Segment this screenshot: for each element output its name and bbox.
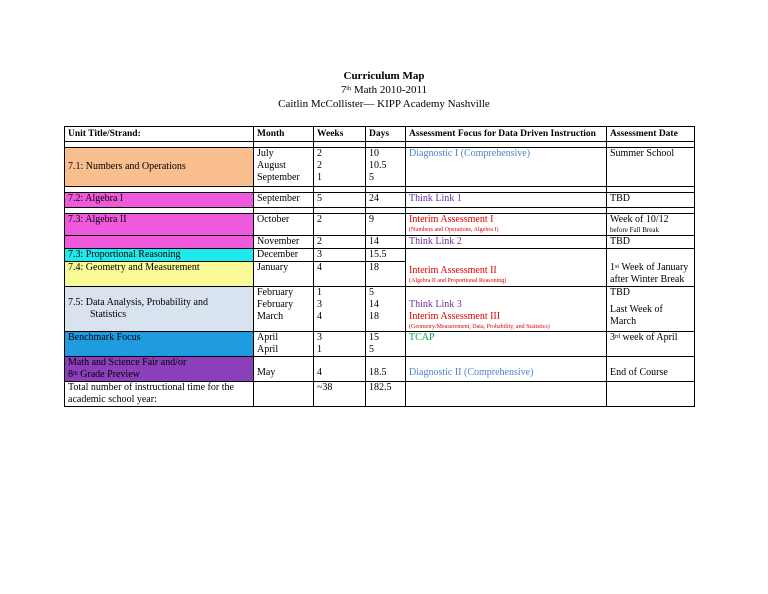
- weeks-value: 1: [317, 343, 322, 355]
- focus-cell: [406, 214, 607, 236]
- date-number: 1: [610, 261, 615, 273]
- month-value: September: [257, 172, 300, 183]
- days-value: 15: [369, 331, 379, 343]
- date-number: 3: [610, 331, 615, 343]
- total-row: [65, 381, 695, 406]
- weeks-value: 3: [317, 298, 322, 310]
- unit-number: 8: [68, 368, 73, 380]
- unit-cell: Benchmark Focus: [65, 331, 254, 356]
- date-superscript: st: [615, 263, 620, 270]
- weeks-cell: 4: [314, 356, 366, 381]
- weeks-cell: 3: [314, 249, 366, 262]
- unit-cell: [65, 356, 254, 381]
- table-row: [65, 236, 695, 249]
- date-value: TBD: [610, 286, 630, 298]
- days-value: 5: [369, 172, 374, 183]
- total-label: Total number of instructional time for the academic school year:: [65, 381, 254, 406]
- focus-cell: [406, 262, 607, 287]
- focus-cell: Diagnostic II (Comprehensive): [406, 356, 607, 381]
- table-row: [65, 331, 695, 356]
- weeks-cell: 2: [314, 214, 366, 236]
- unit-superscript: th: [73, 370, 78, 377]
- month-value: August: [257, 160, 286, 171]
- focus-note: (Numbers and Operations, Algebra I): [409, 227, 499, 233]
- weeks-value: 1: [317, 286, 322, 298]
- unit-line-2: [68, 369, 250, 381]
- days-cell: [366, 286, 406, 331]
- unit-cell: [65, 286, 254, 331]
- weeks-value: 2: [317, 148, 322, 159]
- weeks-cell: 4: [314, 262, 366, 287]
- table-row: [65, 193, 695, 208]
- subject-year: Math 2010-2011: [351, 84, 428, 96]
- document-title: Curriculum Map: [343, 70, 425, 82]
- month-cell: November: [254, 236, 314, 249]
- col-header-days: Days: [366, 127, 406, 142]
- date-value: Last Week of: [610, 303, 663, 315]
- date-cell: End of Course: [607, 356, 695, 381]
- focus-title: Think Link 3: [409, 298, 462, 310]
- unit-cell: 7.2: Algebra I: [65, 193, 254, 208]
- month-value: February: [257, 286, 294, 298]
- focus-note: (Algebra II and Proportional Reasoning): [409, 277, 507, 284]
- col-header-weeks: Weeks: [314, 127, 366, 142]
- weeks-cell: [314, 331, 366, 356]
- table-row: [65, 262, 695, 287]
- focus-title: Interim Assessment I: [409, 214, 494, 225]
- focus-cell: [406, 381, 607, 406]
- month-value: February: [257, 298, 294, 310]
- date-value: March: [610, 315, 637, 327]
- date-cell: [607, 214, 695, 236]
- unit-cell: 7.3: Algebra II: [65, 214, 254, 236]
- unit-line-2: Statistics: [90, 308, 127, 320]
- month-value: July: [257, 148, 274, 159]
- weeks-cell: 2: [314, 236, 366, 249]
- col-header-date: Assessment Date: [607, 127, 695, 142]
- month-cell: [254, 148, 314, 187]
- days-cell: 24: [366, 193, 406, 208]
- month-cell: October: [254, 214, 314, 236]
- author-line: Caitlin McCollister— KIPP Academy Nashville: [278, 98, 490, 110]
- grade-number: 7: [340, 84, 347, 96]
- month-cell: [254, 286, 314, 331]
- weeks-cell: 5: [314, 193, 366, 208]
- table-row: [65, 249, 695, 262]
- days-cell: 14: [366, 236, 406, 249]
- month-cell: December: [254, 249, 314, 262]
- date-cell: [607, 331, 695, 356]
- unit-line-1: Math and Science Fair and/or: [68, 356, 187, 368]
- unit-cell: 7.1: Numbers and Operations: [65, 148, 254, 187]
- table-row: [65, 356, 695, 381]
- month-cell: May: [254, 356, 314, 381]
- date-line-1: [610, 262, 688, 273]
- month-value: March: [257, 310, 284, 322]
- days-value: 5: [369, 286, 374, 298]
- days-value: 18: [369, 310, 379, 322]
- weeks-value: 2: [317, 160, 322, 171]
- weeks-value: 1: [317, 172, 322, 183]
- weeks-cell: [314, 286, 366, 331]
- date-value: Week of 10/12: [610, 214, 669, 225]
- table-row: [65, 286, 695, 331]
- date-cell: TBD: [607, 236, 695, 249]
- total-days: 182.5: [366, 381, 406, 406]
- date-note: before Fall Break: [610, 226, 659, 234]
- days-cell: [366, 331, 406, 356]
- table-row: [65, 214, 695, 236]
- document-header: [0, 69, 768, 111]
- weeks-value: 4: [317, 310, 322, 322]
- weeks-value: 3: [317, 331, 322, 343]
- days-value: 5: [369, 343, 374, 355]
- focus-cell: [406, 249, 607, 262]
- days-cell: 18.5: [366, 356, 406, 381]
- grade-superscript: th: [346, 86, 352, 92]
- days-value: 10: [369, 148, 379, 159]
- unit-line-1: 7.5: Data Analysis, Probability and: [68, 296, 208, 308]
- focus-note: (Geometry/Measurement, Data, Probability, and Statistics): [409, 323, 550, 330]
- date-cell: [607, 262, 695, 287]
- grade-subject-line: [0, 83, 768, 97]
- table-header-row: [65, 127, 695, 142]
- date-cell: Summer School: [607, 148, 695, 187]
- focus-cell: TCAP: [406, 331, 607, 356]
- focus-cell: [406, 286, 607, 331]
- days-cell: 15.5: [366, 249, 406, 262]
- curriculum-table: [64, 126, 695, 407]
- focus-title: Interim Assessment II: [409, 264, 497, 276]
- month-cell: January: [254, 262, 314, 287]
- days-value: 14: [369, 298, 379, 310]
- days-value: 10.5: [369, 160, 387, 171]
- date-cell: TBD: [607, 193, 695, 208]
- month-value: April: [257, 343, 279, 355]
- col-header-month: Month: [254, 127, 314, 142]
- date-cell: [607, 286, 695, 331]
- focus-cell: Think Link 1: [406, 193, 607, 208]
- unit-cell: 7.3: Proportional Reasoning: [65, 249, 254, 262]
- days-cell: 18: [366, 262, 406, 287]
- date-cell: [607, 249, 695, 262]
- weeks-cell: [314, 148, 366, 187]
- focus-cell: Think Link 2: [406, 236, 607, 249]
- col-header-unit: Unit Title/Strand:: [65, 127, 254, 142]
- unit-cell: [65, 236, 254, 249]
- month-cell: September: [254, 193, 314, 208]
- days-cell: [366, 148, 406, 187]
- focus-cell: Diagnostic I (Comprehensive): [406, 148, 607, 187]
- date-cell: [607, 381, 695, 406]
- unit-text: Grade Preview: [77, 368, 140, 380]
- date-text: week of April: [620, 331, 678, 343]
- month-value: April: [257, 331, 279, 343]
- date-line-2: after Winter Break: [610, 273, 685, 285]
- month-cell: [254, 331, 314, 356]
- focus-title: Interim Assessment III: [409, 310, 501, 322]
- col-header-focus: Assessment Focus for Data Driven Instruction: [406, 127, 607, 142]
- month-cell: [254, 381, 314, 406]
- total-weeks: ~38: [314, 381, 366, 406]
- date-superscript: rd: [615, 333, 620, 340]
- unit-cell: 7.4: Geometry and Measurement: [65, 262, 254, 287]
- days-cell: 9: [366, 214, 406, 236]
- table-row: [65, 148, 695, 187]
- date-text: Week of January: [619, 261, 689, 273]
